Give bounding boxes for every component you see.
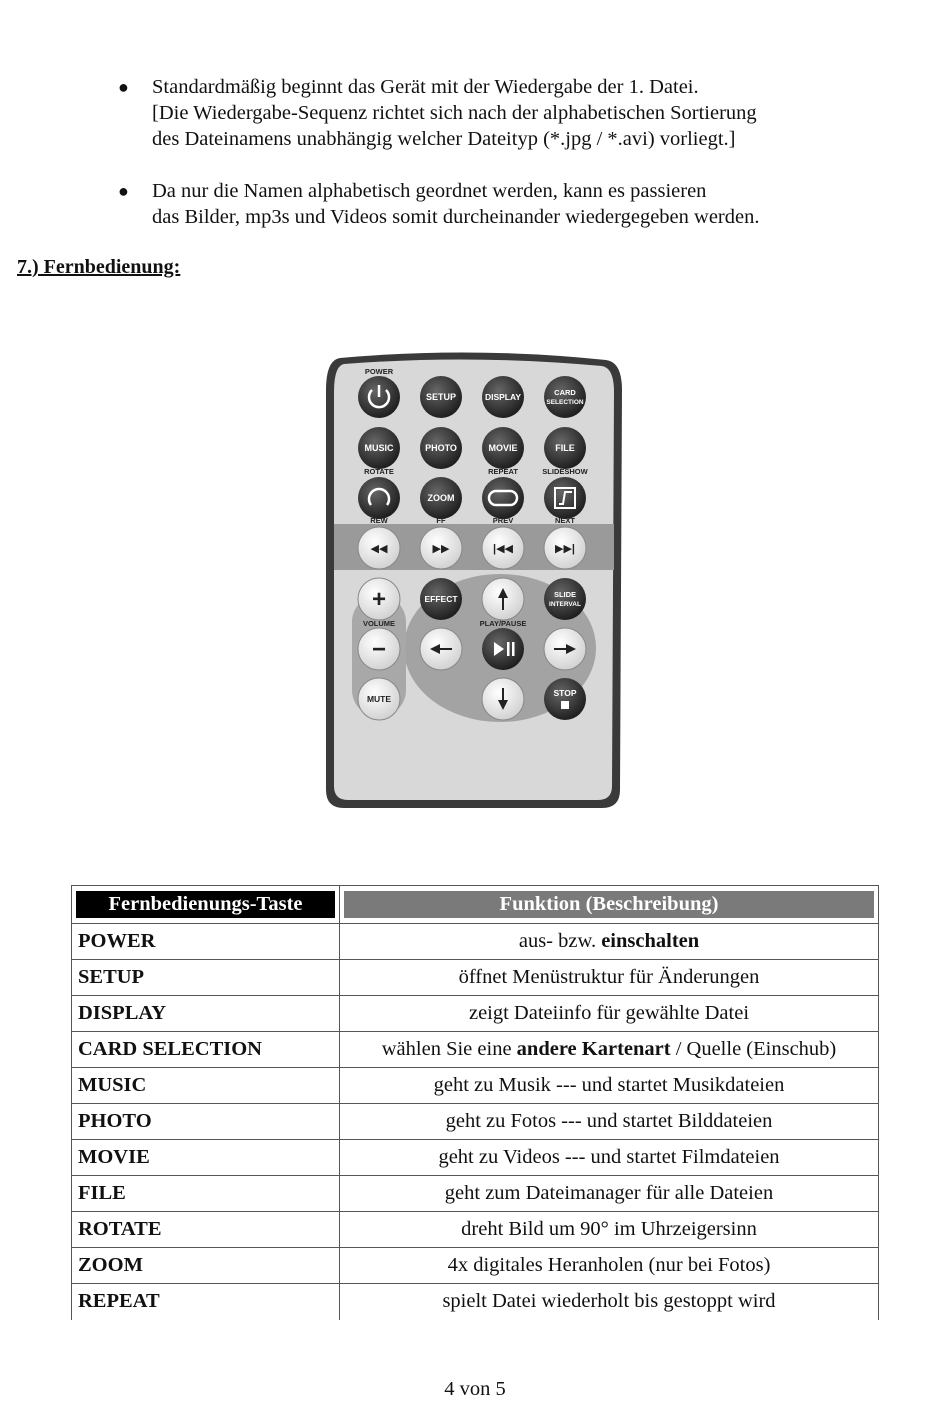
function-text: zeigt Dateiinfo für gewählte Datei <box>468 1002 750 1024</box>
function-text: / Quelle (Einschub) <box>670 1038 837 1060</box>
bullet-line: das Bilder, mp3s und Videos somit durcheinander wiedergegeben werden. <box>152 206 760 228</box>
stop-button-label: STOP <box>553 688 577 698</box>
table-body <box>72 924 879 1320</box>
effect-button-label: EFFECT <box>424 594 458 604</box>
function-text: öffnet Menüstruktur für Änderungen <box>458 966 760 988</box>
key-cell: DISPLAY <box>72 996 340 1032</box>
slideshow-label: SLIDESHOW <box>542 467 588 476</box>
key-cell: CARD SELECTION <box>72 1032 340 1068</box>
repeat-label: REPEAT <box>488 467 518 476</box>
function-text: geht zu Videos --- und startet Filmdateien <box>438 1146 780 1168</box>
page-number: 4 von 5 <box>444 1378 506 1400</box>
next-label: NEXT <box>554 516 576 525</box>
pause-icon-bar-2 <box>512 642 515 656</box>
table-row <box>72 1104 879 1140</box>
function-text: wählen Sie eine <box>381 1038 517 1060</box>
header-key: Fernbedienungs-Taste <box>76 891 335 918</box>
function-cell <box>340 960 879 996</box>
table-header-row <box>72 886 879 924</box>
intro-bullet-list <box>112 74 912 256</box>
function-text: andere Kartenart <box>516 1038 671 1060</box>
slide-interval-label-line2: INTERVAL <box>549 601 581 608</box>
function-cell <box>340 1212 879 1248</box>
function-cell <box>340 996 879 1032</box>
function-cell <box>340 1140 879 1176</box>
function-text: dreht Bild um 90° im Uhrzeigersinn <box>461 1218 757 1240</box>
bullet-item <box>112 178 912 230</box>
key-cell: POWER <box>72 924 340 960</box>
function-cell <box>340 1032 879 1068</box>
bullet-line: Standardmäßig beginnt das Gerät mit der Wiedergabe der 1. Datei. <box>152 76 699 98</box>
bullet-dot-icon: ● <box>118 77 129 97</box>
function-cell <box>340 1248 879 1284</box>
table-row <box>72 960 879 996</box>
table-row <box>72 924 879 960</box>
key-cell: FILE <box>72 1176 340 1212</box>
function-text: einschalten <box>601 930 700 952</box>
prev-icon: |◀◀ <box>493 543 513 555</box>
table-row <box>72 1248 879 1284</box>
music-button-label: MUSIC <box>364 443 394 453</box>
key-cell: ZOOM <box>72 1248 340 1284</box>
key-cell: ROTATE <box>72 1212 340 1248</box>
table-row <box>72 1212 879 1248</box>
bullet-item <box>112 74 912 152</box>
rew-label: REW <box>370 516 388 525</box>
mute-button-label: MUTE <box>366 694 392 704</box>
key-cell: SETUP <box>72 960 340 996</box>
table-row <box>72 996 879 1032</box>
card-selection-button[interactable] <box>544 376 586 418</box>
pause-icon-bar-1 <box>507 642 510 656</box>
table-row <box>72 1176 879 1212</box>
function-cell <box>340 1068 879 1104</box>
bullet-line: des Dateinamens unabhängig welcher Dateityp (*.jpg / *.avi) vorliegt.] <box>152 128 736 150</box>
function-cell <box>340 1176 879 1212</box>
play-pause-label: PLAY/PAUSE <box>479 619 527 628</box>
rew-icon: ◀◀ <box>370 543 388 555</box>
ff-icon: ▶▶ <box>432 543 450 555</box>
function-text: geht zum Dateimanager für alle Dateien <box>444 1182 774 1204</box>
function-text: geht zu Musik --- und startet Musikdateien <box>433 1074 785 1096</box>
remote-control-illustration <box>322 350 624 812</box>
ff-label: FF <box>436 516 446 525</box>
table-row <box>72 1284 879 1320</box>
display-button-label: DISPLAY <box>484 392 522 402</box>
key-cell: PHOTO <box>72 1104 340 1140</box>
table-row <box>72 1032 879 1068</box>
rotate-label: ROTATE <box>364 467 394 476</box>
rotate-button[interactable] <box>358 477 400 519</box>
stop-icon <box>561 701 569 709</box>
card-selection-label-line2: SELECTION <box>546 399 584 406</box>
function-text: geht zu Fotos --- und startet Bilddateien <box>445 1110 773 1132</box>
bullet-line: Da nur die Namen alphabetisch geordnet werden, kann es passieren <box>152 180 707 202</box>
zoom-button-label: ZOOM <box>427 493 455 503</box>
key-cell: MUSIC <box>72 1068 340 1104</box>
next-icon: ▶▶| <box>555 543 575 555</box>
prev-label: PREV <box>492 516 514 525</box>
plus-icon: + <box>371 586 387 613</box>
bullet-line: [Die Wiedergabe-Sequenz richtet sich nach der alphabetischen Sortierung <box>152 102 757 124</box>
table-header-cell <box>72 886 340 924</box>
file-button-label: FILE <box>555 443 575 453</box>
bullet-dot-icon: ● <box>118 181 129 201</box>
remote-control-svg <box>322 350 624 812</box>
key-cell: MOVIE <box>72 1140 340 1176</box>
photo-button-label: PHOTO <box>425 443 457 453</box>
table-row <box>72 1068 879 1104</box>
movie-button-label: MOVIE <box>488 443 518 453</box>
section-heading: 7.) Fernbedienung: <box>17 256 181 278</box>
minus-icon: − <box>371 636 387 663</box>
slide-interval-label-line1: SLIDE <box>553 590 577 599</box>
power-label: POWER <box>364 367 394 376</box>
stop-button[interactable] <box>544 678 586 720</box>
function-cell <box>340 924 879 960</box>
header-function: Funktion (Beschreibung) <box>344 891 874 918</box>
function-cell <box>340 1284 879 1320</box>
function-text: spielt Datei wiederholt bis gestoppt wird <box>442 1290 776 1313</box>
setup-button-label: SETUP <box>425 392 457 402</box>
volume-label: VOLUME <box>362 619 396 628</box>
remote-keys-table <box>71 885 879 1320</box>
card-selection-label-line1: CARD <box>554 388 576 397</box>
function-text: 4x digitales Heranholen (nur bei Fotos) <box>447 1254 771 1276</box>
slide-interval-button[interactable] <box>544 578 586 620</box>
table-header-cell <box>340 886 879 924</box>
function-cell <box>340 1104 879 1140</box>
table-row <box>72 1140 879 1176</box>
function-text: aus- bzw. <box>518 930 602 952</box>
key-cell: REPEAT <box>72 1284 340 1320</box>
